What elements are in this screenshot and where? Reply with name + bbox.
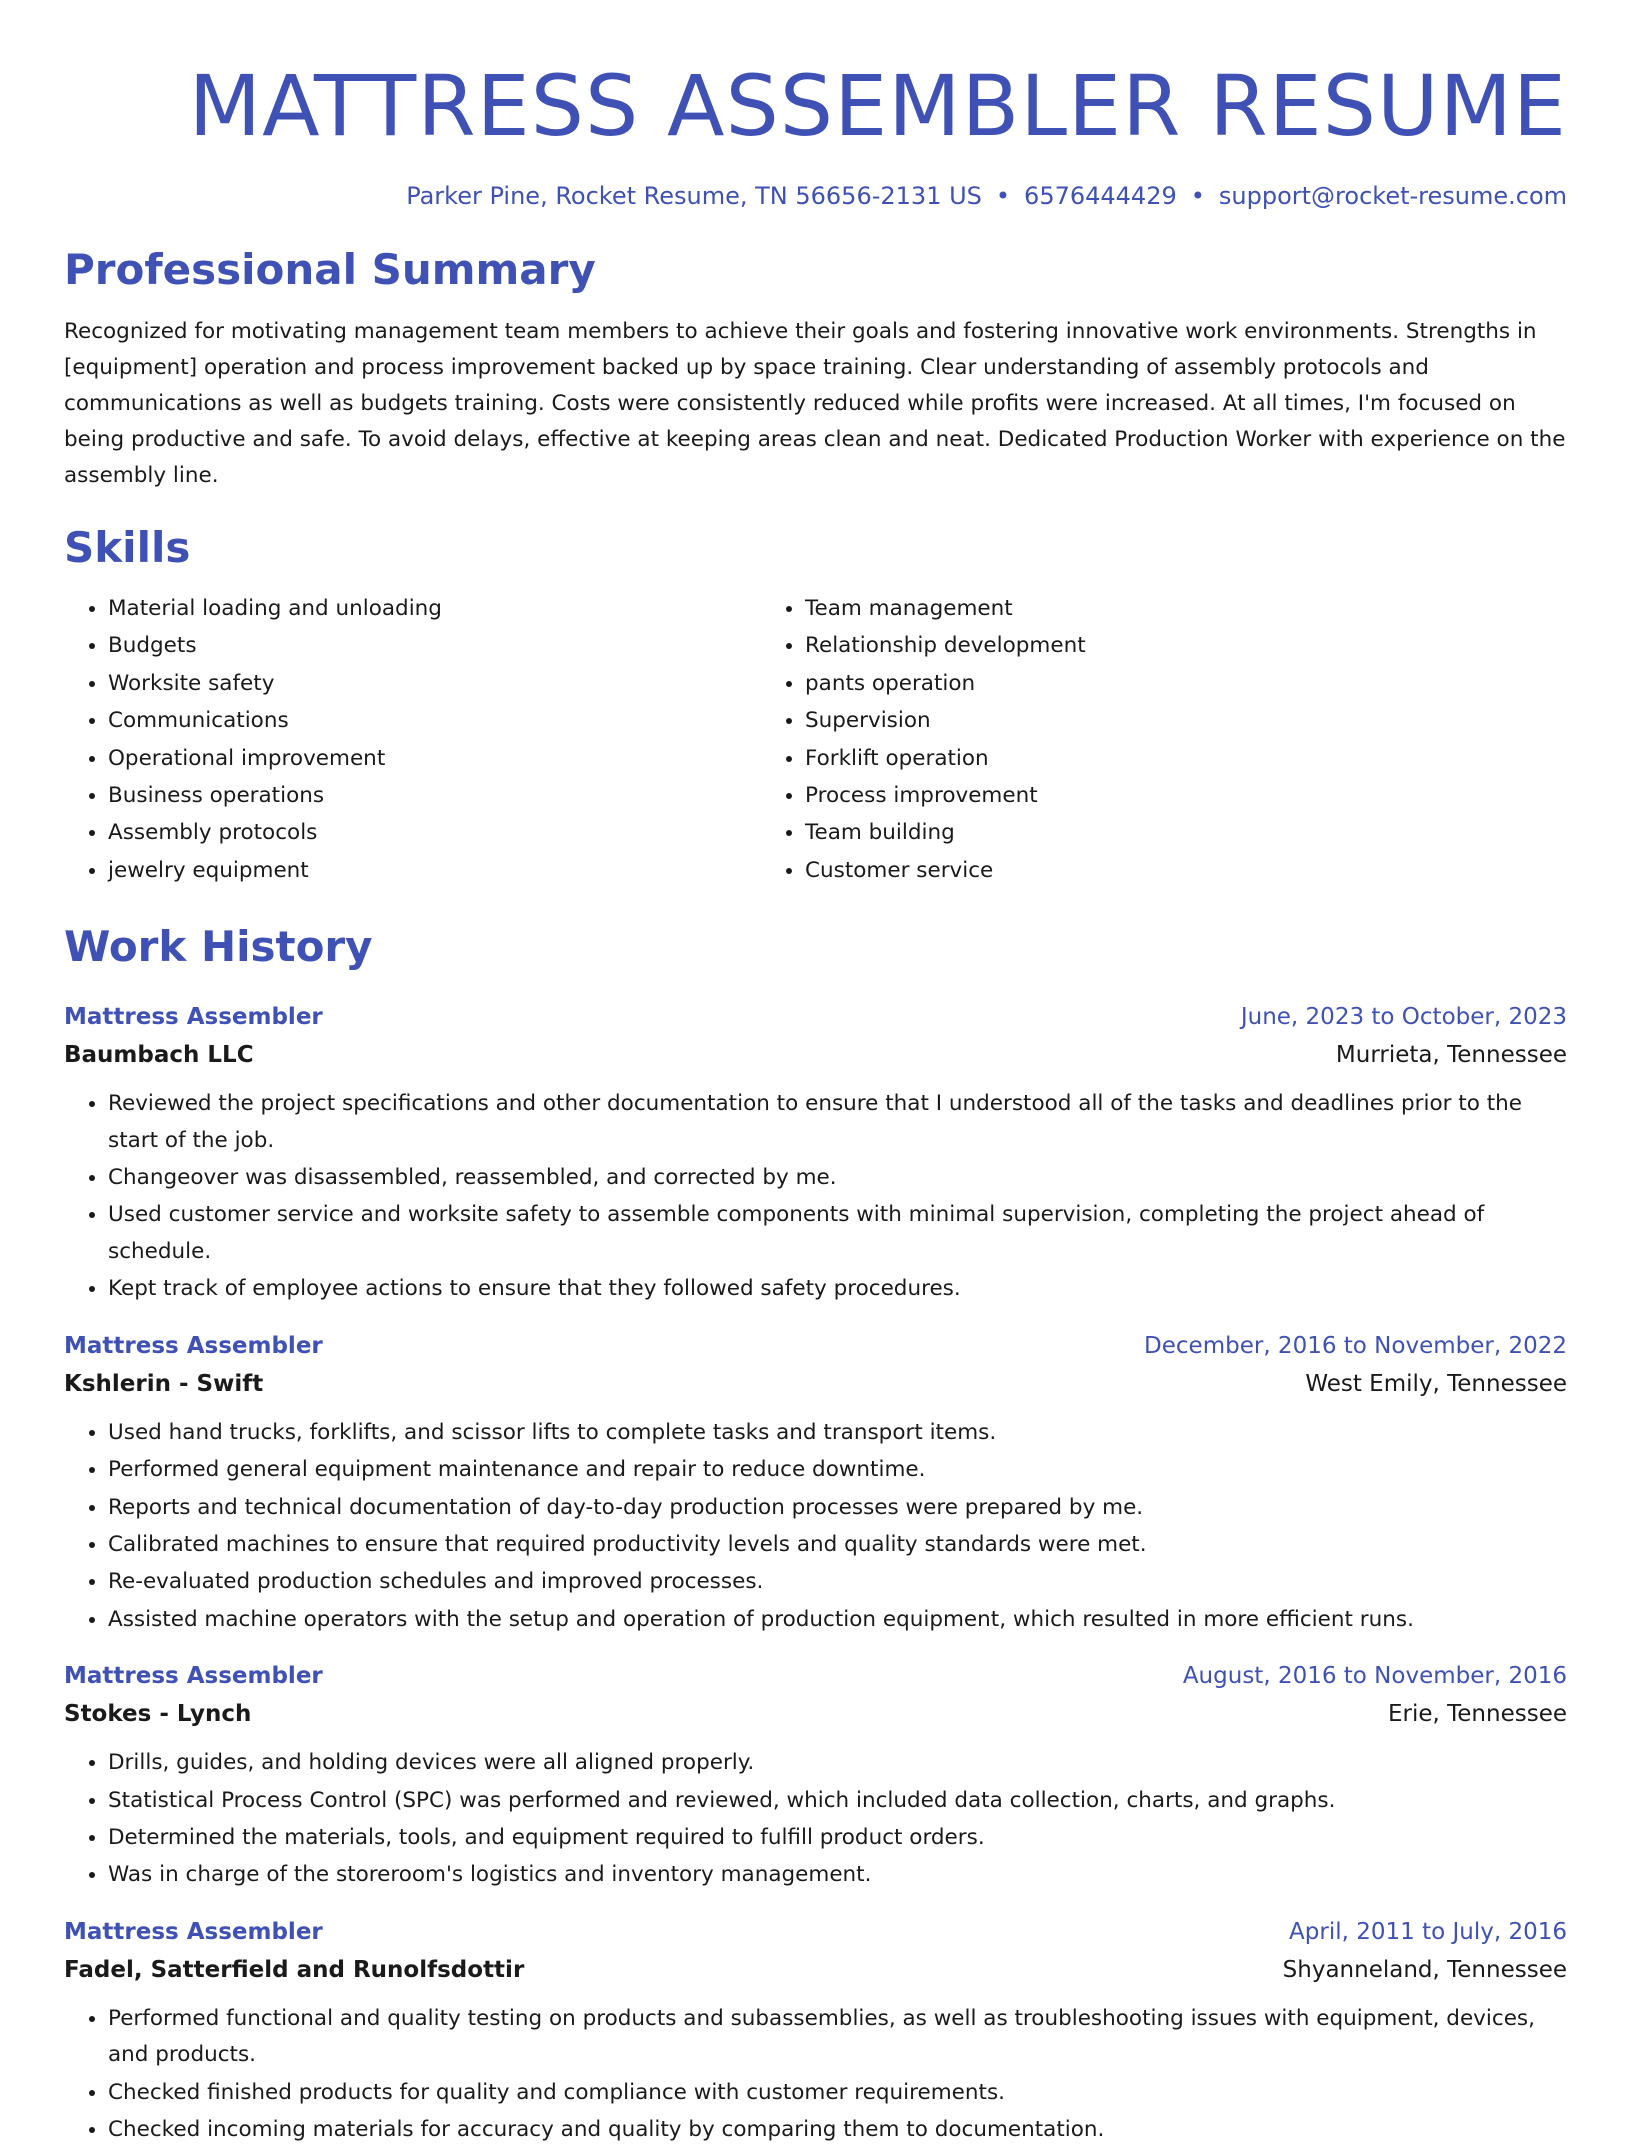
job-bullet: • Performed functional and quality testing on products and subassemblies, as well as troubleshooting issues with equipment, devices, and products. — [108, 2000, 1567, 2074]
skill-item: • Business operations — [108, 777, 761, 814]
skill-item: • pants operation — [805, 665, 1567, 702]
job-bullets — [64, 2000, 1567, 2148]
job-bullet: • Calibrated machines to ensure that required productivity levels and quality standards were met. — [108, 1526, 1567, 1563]
contact-separator: • — [995, 182, 1011, 210]
skill-item: • Supervision — [805, 702, 1567, 739]
skill-item: • Team management — [805, 590, 1567, 627]
job-dates: June, 2023 to October, 2023 — [1240, 1004, 1567, 1031]
job-title: Mattress Assembler — [64, 1332, 323, 1359]
skills-column-right — [761, 590, 1567, 889]
summary-heading: Professional Summary — [64, 245, 596, 294]
skill-item: • jewelry equipment — [108, 852, 761, 889]
job-location: Murrieta, Tennessee — [1335, 1042, 1567, 1069]
summary-text: Recognized for motivating management team members to achieve their goals and fostering innovative work environments. Strengths in [equipment] operation and process improvement backed up by space training. Clear understanding of assembly protocols and communications as well as budgets training. Costs were consistently reduced while profits were increased. At all times, I'm focused on being productive and safe. To avoid delays, effective at keeping areas clean and neat. Dedicated Production Worker with experience on the assembly line. — [64, 319, 1566, 488]
job-header-row — [64, 1328, 1567, 1364]
skill-item: • Process improvement — [805, 777, 1567, 814]
job-company-row — [64, 1694, 1567, 1734]
job-dates: April, 2011 to July, 2016 — [1289, 1918, 1567, 1945]
job-bullets — [64, 1085, 1567, 1307]
contact-line — [64, 180, 1567, 212]
job-bullet: • Assisted machine operators with the setup and operation of production equipment, which resulted in more efficient runs. — [108, 1601, 1567, 1638]
job-location: Shyanneland, Tennessee — [1282, 1956, 1567, 1983]
job-company-row — [64, 1950, 1567, 1990]
job-company: Kshlerin - Swift — [64, 1370, 264, 1397]
skill-item: • Team building — [805, 814, 1567, 851]
skill-item: • Relationship development — [805, 627, 1567, 664]
job-entry — [64, 1328, 1567, 1638]
contact-separator: • — [1190, 182, 1205, 210]
skills-column-left — [64, 590, 761, 889]
skill-item: • Customer service — [805, 852, 1567, 889]
job-title: Mattress Assembler — [64, 1004, 323, 1031]
job-header-row — [64, 1658, 1567, 1694]
job-entry — [64, 999, 1567, 1307]
job-bullet: • Statistical Process Control (SPC) was performed and reviewed, which included data collection, charts, and graphs. — [108, 1782, 1567, 1819]
contact-phone: 6576444429 — [1024, 182, 1177, 210]
job-company: Fadel, Satterfield and Runolfsdottir — [64, 1956, 525, 1983]
contact-email: support@rocket-resume.com — [1218, 182, 1567, 210]
job-bullet: • Re-evaluated production schedules and improved processes. — [108, 1563, 1567, 1600]
job-header-row — [64, 999, 1567, 1035]
job-company-row — [64, 1035, 1567, 1075]
job-header-row — [64, 1914, 1567, 1950]
work-history-list — [64, 999, 1567, 2148]
job-entry — [64, 1658, 1567, 1894]
job-title: Mattress Assembler — [64, 1663, 323, 1690]
skill-item: • Worksite safety — [108, 665, 761, 702]
job-location: West Emily, Tennessee — [1305, 1370, 1567, 1397]
job-dates: December, 2016 to November, 2022 — [1144, 1332, 1567, 1359]
contact-address: Parker Pine, Rocket Resume, TN 56656-2131 US — [406, 182, 982, 210]
job-location: Erie, Tennessee — [1387, 1701, 1567, 1728]
work-history-heading: Work History — [64, 922, 373, 972]
job-title: Mattress Assembler — [64, 1918, 323, 1945]
skill-item: • Budgets — [108, 627, 761, 664]
resume-name-heading: MATTRESS ASSEMBLER RESUME — [188, 57, 1567, 155]
job-bullet: • Was in charge of the storeroom's logistics and inventory management. — [108, 1856, 1567, 1893]
job-entry — [64, 1914, 1567, 2148]
job-dates: August, 2016 to November, 2016 — [1182, 1663, 1567, 1690]
skill-item: • Operational improvement — [108, 740, 761, 777]
job-bullet: • Used hand trucks, forklifts, and scissor lifts to complete tasks and transport items. — [108, 1414, 1567, 1451]
job-bullet: • Reviewed the project specifications and other documentation to ensure that I understood all of the tasks and deadlines prior to the start of the job. — [108, 1085, 1567, 1159]
job-bullet: • Reports and technical documentation of day-to-day production processes were prepared by me. — [108, 1489, 1567, 1526]
skills-heading: Skills — [64, 523, 191, 572]
job-bullet: • Determined the materials, tools, and equipment required to fulfill product orders. — [108, 1819, 1567, 1856]
skill-item: • Assembly protocols — [108, 814, 761, 851]
resume-page — [64, 0, 1567, 2148]
skill-item: • Forklift operation — [805, 740, 1567, 777]
skill-item: • Material loading and unloading — [108, 590, 761, 627]
job-bullet: • Performed general equipment maintenance and repair to reduce downtime. — [108, 1451, 1567, 1488]
job-bullet: • Changeover was disassembled, reassembled, and corrected by me. — [108, 1159, 1567, 1196]
job-company-row — [64, 1364, 1567, 1404]
skill-item: • Communications — [108, 702, 761, 739]
job-bullet: • Kept track of employee actions to ensure that they followed safety procedures. — [108, 1270, 1567, 1307]
job-bullets — [64, 1414, 1567, 1638]
job-bullet: • Drills, guides, and holding devices were all aligned properly. — [108, 1744, 1567, 1781]
job-company: Baumbach LLC — [64, 1042, 254, 1069]
job-bullets — [64, 1744, 1567, 1894]
job-bullet: • Checked incoming materials for accuracy and quality by comparing them to documentation. — [108, 2111, 1567, 2148]
job-bullet: • Checked finished products for quality and compliance with customer requirements. — [108, 2074, 1567, 2111]
skills-list — [64, 590, 1567, 889]
job-company: Stokes - Lynch — [64, 1701, 252, 1728]
job-bullet: • Used customer service and worksite safety to assemble components with minimal supervision, completing the project ahead of schedule. — [108, 1196, 1567, 1270]
